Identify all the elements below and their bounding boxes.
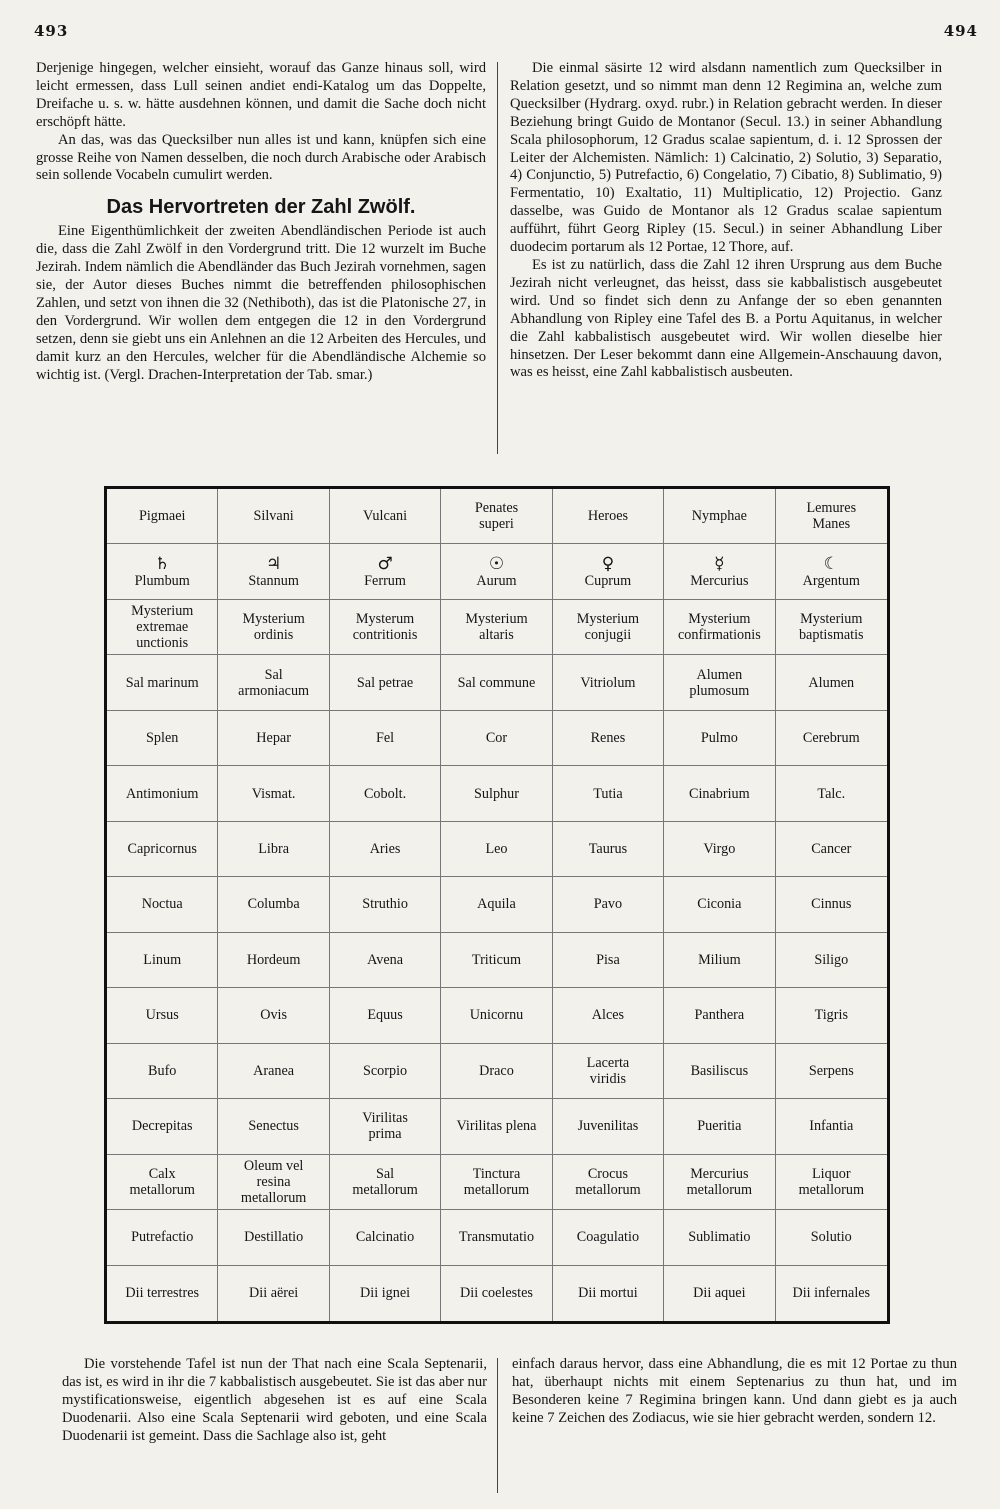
paragraph: Derjenige hingegen, welcher einsieht, worauf das Ganze hinaus soll, wird leicht ermessen, dass Lull seinen andiet endi-Katalog um das Doppelte, Dreifache u. s. w. hätte ausdehnen können, und damit die Sache doch nicht erschöpft hätte. bbox=[36, 60, 486, 130]
table-cell: Sulphur bbox=[441, 766, 552, 821]
table-cell: Scorpio bbox=[330, 1044, 441, 1099]
table-cell: Coagulatio bbox=[553, 1210, 664, 1265]
table-cell: Oleum vel resina metallorum bbox=[218, 1155, 329, 1210]
column-divider bbox=[497, 1358, 498, 1493]
table-cell bbox=[553, 544, 664, 599]
table-cell: Splen bbox=[107, 711, 218, 766]
table-cell bbox=[441, 544, 552, 599]
table-cell bbox=[330, 544, 441, 599]
table-cell: Senectus bbox=[218, 1099, 329, 1154]
table-cell: Cancer bbox=[776, 822, 887, 877]
table-cell: Dii ignei bbox=[330, 1266, 441, 1321]
table-cell: Transmutatio bbox=[441, 1210, 552, 1265]
planet-symbol-icon: ♄ bbox=[154, 553, 170, 574]
column-divider bbox=[497, 62, 498, 454]
table-cell: Dii coelestes bbox=[441, 1266, 552, 1321]
table-cell: Leo bbox=[441, 822, 552, 877]
page-number-left: 493 bbox=[34, 22, 69, 40]
table-cell: Virilitas prima bbox=[330, 1099, 441, 1154]
table-cell: Sal armoniacum bbox=[218, 655, 329, 710]
table-cell: Triticum bbox=[441, 933, 552, 988]
table-cell: Pavo bbox=[553, 877, 664, 932]
table-cell: Basiliscus bbox=[664, 1044, 775, 1099]
table-cell: Virilitas plena bbox=[441, 1099, 552, 1154]
table-cell: Decrepitas bbox=[107, 1099, 218, 1154]
table-cell: Pulmo bbox=[664, 711, 775, 766]
table-cell: Putrefactio bbox=[107, 1210, 218, 1265]
metal-label: Aurum bbox=[476, 572, 517, 589]
table-cell: Lemures Manes bbox=[776, 489, 887, 544]
table-cell: Calcinatio bbox=[330, 1210, 441, 1265]
table-cell: Vitriolum bbox=[553, 655, 664, 710]
table-cell: Silvani bbox=[218, 489, 329, 544]
table-cell: Linum bbox=[107, 933, 218, 988]
metal-label: Cuprum bbox=[584, 572, 632, 589]
table-cell bbox=[107, 544, 218, 599]
table-cell: Cobolt. bbox=[330, 766, 441, 821]
table-cell: Tutia bbox=[553, 766, 664, 821]
table-cell: Pueritia bbox=[664, 1099, 775, 1154]
paragraph: einfach daraus hervor, dass eine Abhandlung, die es mit 12 Portae zu thun hat, überhaupt nichts mit einem Septenarius zu thun hat, und im Besonderen keine 7 Regimina bringen kann. Und dann giebt es ja auch keine 7 Zeichen des Zodiacus, wie sie hier gebracht werden, sondern 12. bbox=[512, 1356, 957, 1426]
table-cell: Sublimatio bbox=[664, 1210, 775, 1265]
table-cell: Serpens bbox=[776, 1044, 887, 1099]
table-cell: Columba bbox=[218, 877, 329, 932]
table-cell: Mysterium conjugii bbox=[553, 600, 664, 655]
table-cell: Cinabrium bbox=[664, 766, 775, 821]
table-cell: Calx metallorum bbox=[107, 1155, 218, 1210]
table-cell: Panthera bbox=[664, 988, 775, 1043]
planet-symbol-icon: ☿ bbox=[714, 553, 725, 574]
table-cell: Heroes bbox=[553, 489, 664, 544]
table-cell: Pisa bbox=[553, 933, 664, 988]
table-cell bbox=[218, 544, 329, 599]
table-cell: Milium bbox=[664, 933, 775, 988]
right-text-column bbox=[510, 60, 942, 382]
table-cell: Nymphae bbox=[664, 489, 775, 544]
table-cell: Mysterum contritionis bbox=[330, 600, 441, 655]
bottom-right-text bbox=[512, 1356, 957, 1428]
metal-label: Stannum bbox=[248, 572, 299, 589]
table-cell: Dii infernales bbox=[792, 1285, 871, 1302]
table-cell: Sal marinum bbox=[107, 655, 218, 710]
table-cell: Lacerta viridis bbox=[553, 1044, 664, 1099]
table-cell: Tinctura metallorum bbox=[441, 1155, 552, 1210]
table-cell: Alumen plumosum bbox=[664, 655, 775, 710]
table-cell: Alces bbox=[553, 988, 664, 1043]
table-cell: Vismat. bbox=[218, 766, 329, 821]
table-cell: Vulcani bbox=[330, 489, 441, 544]
table-cell: Sal petrae bbox=[330, 655, 441, 710]
table-cell: Pigmaei bbox=[107, 489, 218, 544]
table-cell: Juvenilitas bbox=[553, 1099, 664, 1154]
paragraph: Die vorstehende Tafel ist nun der That nach eine Scala Septenarii, das ist, es wird in ihr die 7 kabbalistisch ausgebeutet. Sie ist das aber nur mystificationsweise, eigentlich abgesehen ist es auf eine Scala Duodenarii. Also eine Scala Septenarii wird geboten, und eine Scala Duodenarii ist gemeint. Dass die Sachlage also ist, geht bbox=[62, 1356, 487, 1444]
table-cell: Dii mortui bbox=[553, 1266, 664, 1321]
table-cell: Fel bbox=[330, 711, 441, 766]
table-cell: Cinnus bbox=[776, 877, 887, 932]
table-cell: Aries bbox=[330, 822, 441, 877]
table-cell: Bufo bbox=[107, 1044, 218, 1099]
table-cell: Dii aquei bbox=[664, 1266, 775, 1321]
table-cell: Ovis bbox=[218, 988, 329, 1043]
table-cell: Taurus bbox=[553, 822, 664, 877]
table-cell: Cor bbox=[441, 711, 552, 766]
table-cell: Aquila bbox=[441, 877, 552, 932]
table-cell: Penates superi bbox=[441, 489, 552, 544]
table-cell: Mysterium extremae unctionis bbox=[107, 600, 218, 655]
table-cell: Ciconia bbox=[664, 877, 775, 932]
paragraph: Es ist zu natürlich, dass die Zahl 12 ihren Ursprung aus dem Buche Jezirah nicht verleugnet, das heisst, dass sie kabbalistisch ausgebeutet wird. Und so findet sich denn zu Anfange der so eben genannten Abhandlung von Ripley eine Tafel des B. a Portu Aquitanus, in welcher die Zahl kabbalistisch ausgebeutet wird. Wir wollen dieselbe hier hinsetzen. Der Leser bekommt dann eine Allgemein-Anschauung davon, was es heisst, eine Zahl kabbalistisch ausbeuten. bbox=[510, 256, 942, 381]
planet-symbol-icon: ☉ bbox=[488, 553, 505, 574]
bottom-left-text bbox=[62, 1356, 487, 1446]
table-cell: Cerebrum bbox=[776, 711, 887, 766]
table-cell: Antimonium bbox=[107, 766, 218, 821]
planet-symbol-icon: ♂ bbox=[377, 553, 393, 574]
table-cell: Ursus bbox=[107, 988, 218, 1043]
metal-label: Argentum bbox=[802, 572, 860, 589]
paragraph: Eine Eigenthümlichkeit der zweiten Abendländischen Periode ist auch die, dass die Zahl Zwölf in den Vordergrund tritt. Die 12 wurzelt im Buche Jezirah. Indem nämlich die Abendländer das Buch Jezirah vornehmen, sagen sie, der Autor dieses Buches nimmt die betreffenden philosophischen Zahlen, und setzt von ihnen die 32 (Nethiboth), das ist die Platonische 27, in den Vordergrund. Wir wollen dem entgegen die 12 in den Vordergrund setzen, denn sie giebt uns ein Anlehnen an die 12 Arbeiten des Hercules, und damit kurz an den Hercules, welcher für die Abendländische Alchemie so wichtig ist. (Vergl. Drachen-Interpretation der Tab. smar.) bbox=[36, 223, 486, 383]
table-cell: Talc. bbox=[776, 766, 887, 821]
table-cell: Infantia bbox=[776, 1099, 887, 1154]
table-cell: Renes bbox=[553, 711, 664, 766]
table-cell: Liquor metallorum bbox=[776, 1155, 887, 1210]
table-cell: Virgo bbox=[664, 822, 775, 877]
table-cell: Sal metallorum bbox=[330, 1155, 441, 1210]
table-cell: Equus bbox=[330, 988, 441, 1043]
paragraph: Die einmal säsirte 12 wird alsdann namentlich zum Quecksilber in Relation gesetzt, und so nimmt man denn 12 Regimina an, welche zum Quecksilber (Hydrarg. oxyd. rubr.) in Relation gebracht werden. In dieser Beziehung bringt Guido de Montanor (Secul. 13.) in seiner Abhandlung Scala philosophorum, 12 Gradus scalae sapientum, d. i. 12 Sprossen der Leiter der Alchemisten. Nämlich: 1) Calcinatio, 2) Solutio, 3) Separatio, 4) Conjunctio, 5) Putrefactio, 6) Congelatio, 7) Cibatio, 8) Sublimatio, 9) Fermentatio, 10) Exaltatio, 11) Multiplicatio, 12) Projectio. Ganz dasselbe, was Guido de Montanor als 12 Gradus scalae sapientum aufführt, führt Georg Ripley (15. Secul.) in seiner Abhandlung Liber duodecim portarum als 12 Portae, 12 Thore, auf. bbox=[510, 60, 942, 256]
table-cell: Libra bbox=[218, 822, 329, 877]
table-cell: Dii terrestres bbox=[107, 1266, 218, 1321]
planet-symbol-icon: ♀ bbox=[601, 553, 615, 574]
table-cell: Mercurius metallorum bbox=[664, 1155, 775, 1210]
table-cell: Struthio bbox=[330, 877, 441, 932]
table-cell: Hordeum bbox=[218, 933, 329, 988]
table-cell: Mysterium ordinis bbox=[218, 600, 329, 655]
table-cell bbox=[776, 544, 887, 599]
metal-label: Ferrum bbox=[364, 572, 406, 589]
table-cell: Capricornus bbox=[107, 822, 218, 877]
table-cell: Hepar bbox=[218, 711, 329, 766]
table-cell: Siligo bbox=[776, 933, 887, 988]
table-cell bbox=[664, 544, 775, 599]
metal-label: Plumbum bbox=[134, 572, 190, 589]
table-cell: Alumen bbox=[776, 655, 887, 710]
section-heading: Das Hervortreten der Zahl Zwölf. bbox=[106, 196, 416, 219]
left-text-column bbox=[36, 60, 486, 384]
metal-label: Mercurius bbox=[690, 572, 749, 589]
table-cell: Mysterium altaris bbox=[441, 600, 552, 655]
cabbalistic-table bbox=[104, 486, 890, 1324]
planet-symbol-icon: ☾ bbox=[823, 553, 839, 574]
table-cell: Draco bbox=[441, 1044, 552, 1099]
table-cell: Mysterium baptismatis bbox=[776, 600, 887, 655]
page-number-right: 494 bbox=[943, 22, 978, 40]
table-cell: Dii aërei bbox=[218, 1266, 329, 1321]
table-cell: Noctua bbox=[107, 877, 218, 932]
table-cell: Solutio bbox=[776, 1210, 887, 1265]
table-cell: Unicornu bbox=[441, 988, 552, 1043]
table-cell: Tigris bbox=[776, 988, 887, 1043]
table-cell: Crocus metallorum bbox=[553, 1155, 664, 1210]
table-cell: Sal commune bbox=[441, 655, 552, 710]
table-cell: Avena bbox=[330, 933, 441, 988]
table-cell: Destillatio bbox=[218, 1210, 329, 1265]
planet-symbol-icon: ♃ bbox=[266, 553, 282, 574]
paragraph: An das, was das Quecksilber nun alles ist und kann, knüpfen sich eine grosse Reihe von Namen desselben, die noch durch Arabische oder Arabisch sein sollende Vocabeln cumulirt werden. bbox=[36, 131, 486, 184]
table-cell: Mysterium confirmationis bbox=[664, 600, 775, 655]
table-cell: Aranea bbox=[218, 1044, 329, 1099]
